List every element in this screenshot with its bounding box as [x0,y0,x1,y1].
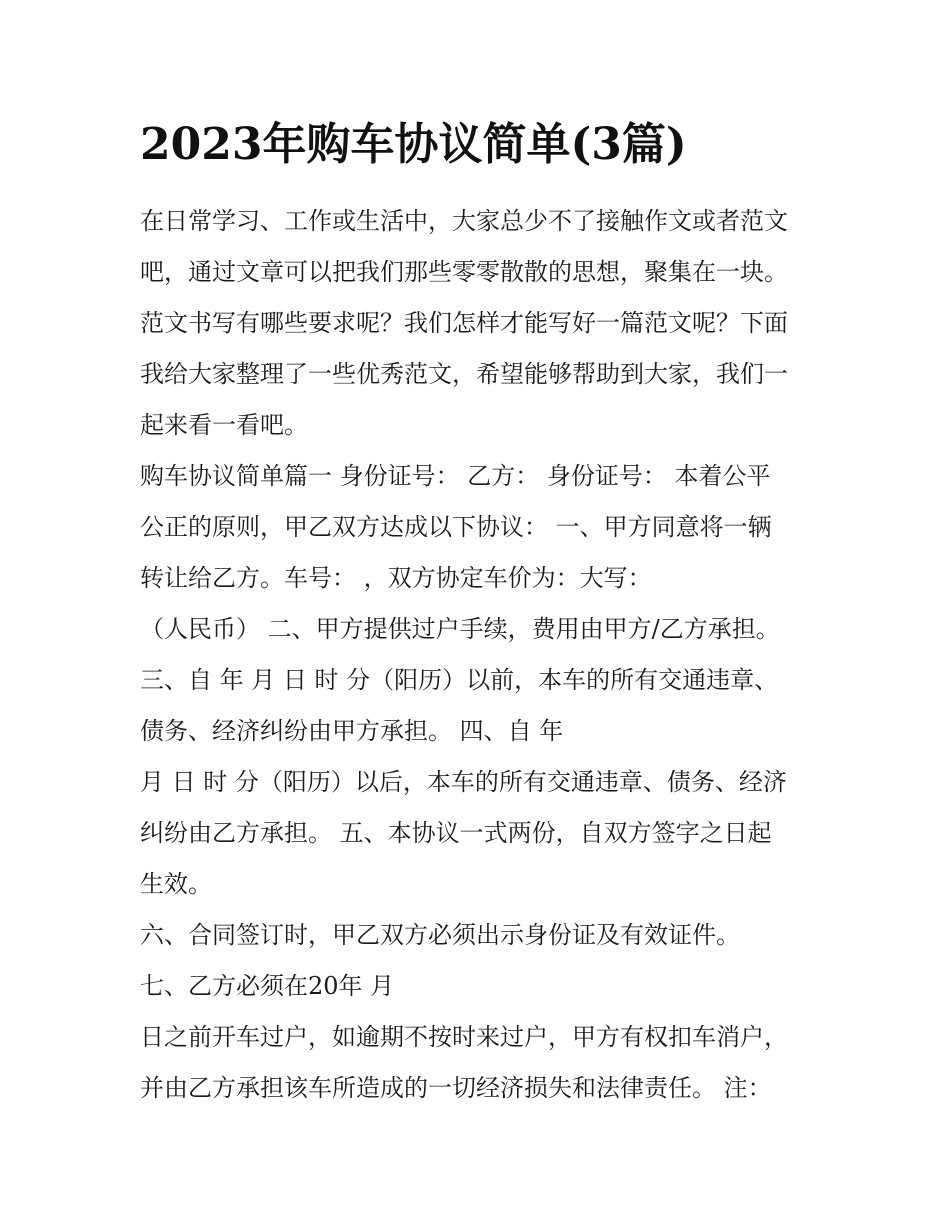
paragraph-line: 起来看一看吧。 [140,411,308,439]
paragraph-line: 日之前开车过户，如逾期不按时来过户，甲方有权扣车消户， [140,1023,788,1051]
paragraph-line: 转让给乙方。车号： ，双方协定车价为：大写： [140,564,652,592]
paragraph-line: 七、乙方必须在20年 月 [140,972,395,1000]
paragraph-line: 购车协议简单篇一 身份证号： 乙方： 身份证号： 本着公平 [140,462,771,490]
paragraph-line: 月 日 时 分（阳历）以后，本车的所有交通违章、债务、经济 [140,768,787,796]
paragraph-line: 并由乙方承担该车所造成的一切经济损失和法律责任。 注： [140,1074,772,1102]
paragraph-line: 三、自 年 月 日 时 分（阳历）以前，本车的所有交通违章、 [140,666,779,694]
paragraph-line: 在日常学习、工作或生活中，大家总少不了接触作文或者范文 [140,207,788,235]
document-title: 2023年购车协议简单(3篇) [140,119,687,170]
paragraph-line: 吧，通过文章可以把我们那些零零散散的思想，聚集在一块。 [140,258,788,286]
paragraph-line: 生效。 [140,870,212,898]
paragraph-line: 公正的原则，甲乙双方达成以下协议： 一、甲方同意将一辆 [140,513,772,541]
paragraph-line: 六、合同签订时，甲乙双方必须出示身份证及有效证件。 [140,921,740,949]
paragraph-line: （人民币） 二、甲方提供过户手续，费用由甲方/乙方承担。 [140,615,780,643]
paragraph-line: 范文书写有哪些要求呢？我们怎样才能写好一篇范文呢？下面 [140,309,788,337]
paragraph-line: 纠纷由乙方承担。 五、本协议一式两份，自双方签字之日起 [140,819,772,847]
paragraph-line: 债务、经济纠纷由甲方承担。 四、自 年 [140,717,564,745]
paragraph-line: 我给大家整理了一些优秀范文，希望能够帮助到大家，我们一 [140,360,788,388]
